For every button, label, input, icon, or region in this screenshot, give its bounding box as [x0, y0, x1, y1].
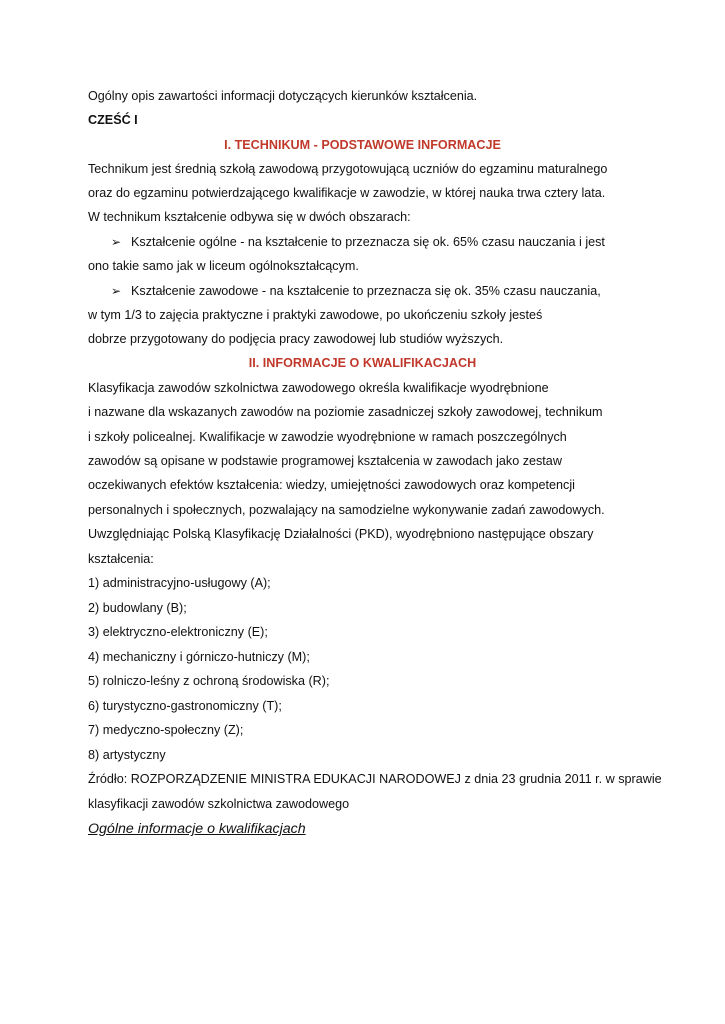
part-label: CZEŚĆ I: [88, 113, 138, 127]
section-2-paragraph-line: kształcenia:: [88, 552, 154, 566]
section-2-paragraph-line: Klasyfikacja zawodów szkolnictwa zawodowego określa kwalifikacje wyodrębnione: [88, 381, 549, 395]
section-1-paragraph-line: Technikum jest średnią szkołą zawodową przygotowującą uczniów do egzaminu maturalnego: [88, 162, 608, 176]
section-2-paragraph-line: i szkoły policealnej. Kwalifikacje w zawodzie wyodrębnione w ramach poszczególnych: [88, 430, 567, 444]
source-citation-continuation: klasyfikacji zawodów szkolnictwa zawodowego: [88, 797, 350, 811]
bullet-vocational-education: Kształcenie zawodowe - na kształcenie to przeznacza się ok. 35% czasu nauczania,: [131, 284, 601, 298]
section-2-paragraph-line: zawodów są opisane w podstawie programowej kształcenia w zawodach jako zestaw: [88, 454, 562, 468]
section-2-paragraph-line: i nazwane dla wskazanych zawodów na poziomie zasadniczej szkoły zawodowej, technikum: [88, 405, 603, 419]
area-list-item: 1) administracyjno-usługowy (A);: [88, 576, 271, 590]
section-2-title: II. INFORMACJE O KWALIFIKACJACH: [248, 356, 477, 370]
area-list-item: 8) artystyczny: [88, 748, 166, 762]
qualifications-subheading: Ogólne informacje o kwalifikacjach: [88, 821, 306, 837]
section-2-paragraph-line: Uwzględniając Polską Klasyfikację Działalności (PKD), wyodrębniono następujące obszary: [88, 527, 594, 541]
arrow-bullet-icon: ➢: [111, 284, 122, 298]
area-list-item: 5) rolniczo-leśny z ochroną środowiska (R);: [88, 674, 330, 688]
section-1-paragraph-line: W technikum kształcenie odbywa się w dwóch obszarach:: [88, 210, 411, 224]
section-2-paragraph-line: oczekiwanych efektów kształcenia: wiedzy, umiejętności zawodowych oraz kompetencji: [88, 478, 575, 492]
area-list-item: 4) mechaniczny i górniczo-hutniczy (M);: [88, 650, 310, 664]
section-2-paragraph-line: personalnych i społecznych, pozwalający na samodzielne wykonywanie zadań zawodowych.: [88, 503, 605, 517]
bullet-vocational-education-continuation: dobrze przygotowany do podjęcia pracy zawodowej lub studiów wyższych.: [88, 332, 504, 346]
area-list-item: 6) turystyczno-gastronomiczny (T);: [88, 699, 282, 713]
area-list-item: 7) medyczno-społeczny (Z);: [88, 723, 244, 737]
arrow-bullet-icon: ➢: [111, 235, 122, 249]
section-1-title: I. TECHNIKUM - PODSTAWOWE INFORMACJE: [224, 138, 501, 152]
area-list-item: 2) budowlany (B);: [88, 601, 187, 615]
bullet-general-education: Kształcenie ogólne - na kształcenie to przeznacza się ok. 65% czasu nauczania i jest: [131, 235, 605, 249]
intro-text: Ogólny opis zawartości informacji dotyczących kierunków kształcenia.: [88, 89, 478, 103]
bullet-vocational-education-continuation: w tym 1/3 to zajęcia praktyczne i praktyki zawodowe, po ukończeniu szkoły jesteś: [88, 308, 543, 322]
section-1-paragraph-line: oraz do egzaminu potwierdzającego kwalifikacje w zawodzie, w której nauka trwa cztery lata.: [88, 186, 606, 200]
bullet-general-education-continuation: ono takie samo jak w liceum ogólnokształcącym.: [88, 259, 359, 273]
source-citation: Źródło: ROZPORZĄDZENIE MINISTRA EDUKACJI NARODOWEJ z dnia 23 grudnia 2011 r. w sprawie: [88, 772, 662, 786]
area-list-item: 3) elektryczno-elektroniczny (E);: [88, 625, 268, 639]
